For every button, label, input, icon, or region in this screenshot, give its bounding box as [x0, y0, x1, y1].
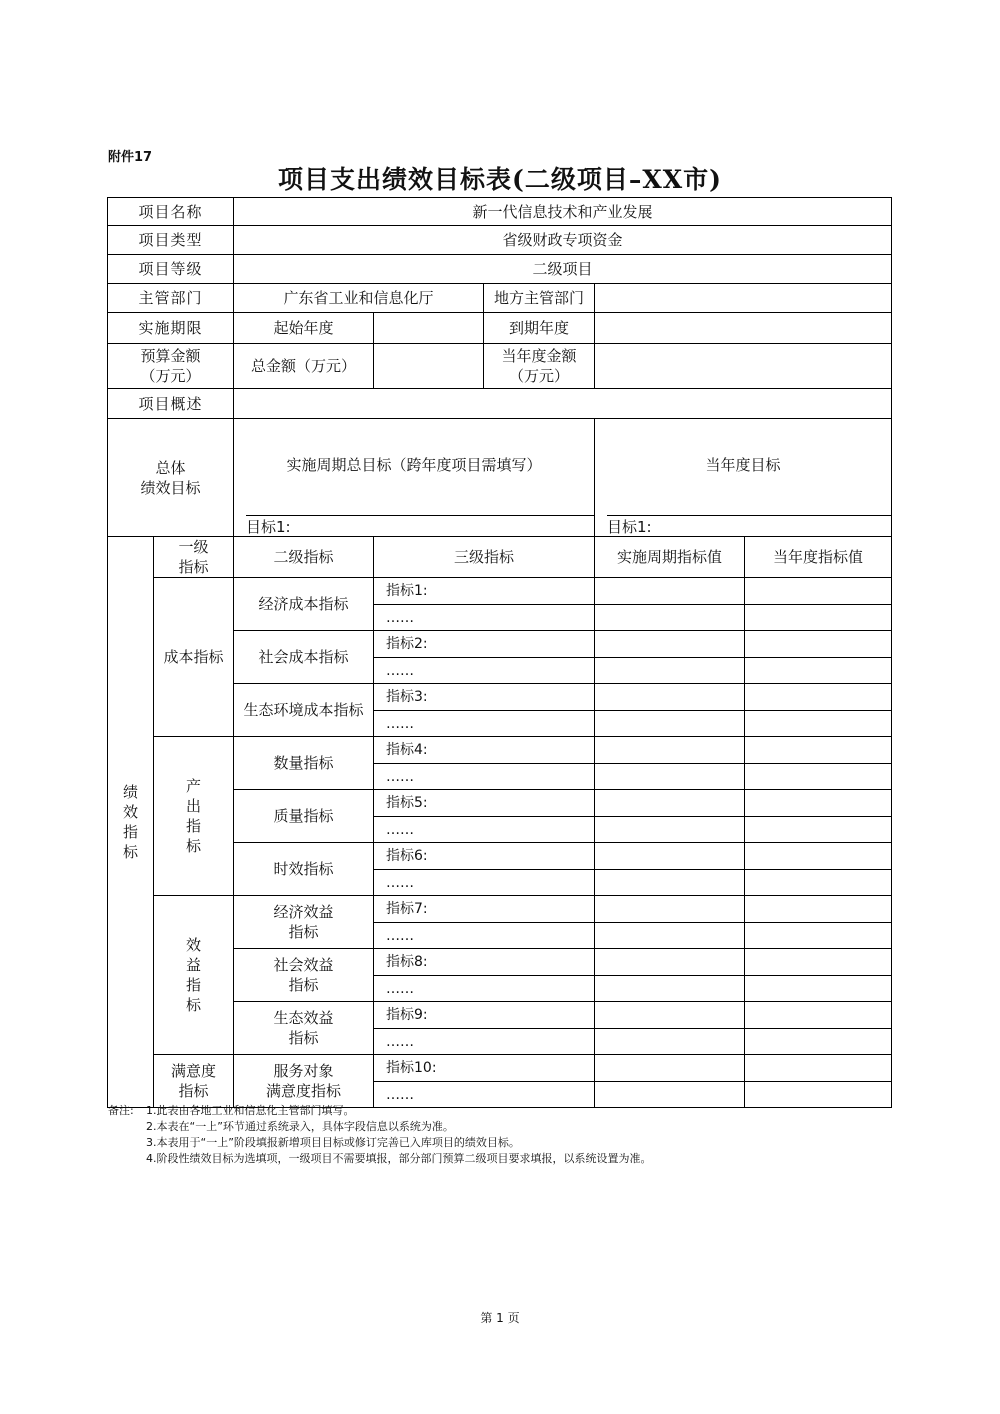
cost-indicators-label: 成本指标 [154, 578, 234, 737]
budget-label-line2: （万元） [140, 367, 201, 385]
l2-cell [234, 1055, 374, 1108]
period-goal-cell[interactable] [234, 419, 595, 537]
year-value-cell[interactable] [745, 605, 892, 631]
output-char: 出 [186, 797, 202, 815]
benefit-char: 指 [186, 976, 202, 994]
l2-line1: 数量指标 [273, 754, 334, 772]
l2-cell [234, 578, 374, 631]
l2-cell [234, 737, 374, 790]
period-value-cell[interactable] [595, 684, 745, 711]
l3-indicator[interactable]: 指标4: [374, 737, 595, 764]
l2-line1: 社会效益 [273, 956, 334, 974]
year-goal-1[interactable]: 目标1: [607, 515, 891, 537]
note-row [108, 1151, 652, 1167]
period-value-cell[interactable] [595, 764, 745, 790]
period-value-cell[interactable] [595, 711, 745, 737]
l3-ellipsis[interactable]: …… [374, 658, 595, 684]
project-name-label: 项目名称 [108, 198, 234, 226]
year-value-cell[interactable] [745, 896, 892, 923]
period-value-cell[interactable] [595, 1002, 745, 1029]
summary-value[interactable] [234, 389, 892, 419]
period-value-cell[interactable] [595, 578, 745, 605]
l2-line1: 生态效益 [273, 1009, 334, 1027]
local-department-label: 地方主管部门 [484, 284, 595, 313]
year-value-cell[interactable] [745, 817, 892, 843]
satisfaction-label-line2: 指标 [178, 1082, 209, 1100]
satisfaction-label-line1: 满意度 [171, 1062, 217, 1080]
side-char: 绩 [122, 783, 138, 801]
performance-indicators-label [108, 537, 154, 1108]
l2-cell [234, 684, 374, 737]
overall-goal-label-line1: 总体 [155, 458, 186, 477]
period-value-cell[interactable] [595, 896, 745, 923]
level3-header: 三级指标 [374, 537, 595, 578]
output-char: 指 [186, 817, 202, 835]
period-value-cell[interactable] [595, 790, 745, 817]
benefit-char: 益 [186, 956, 202, 974]
period-value-cell[interactable] [595, 1029, 745, 1055]
project-type-value[interactable]: 省级财政专项资金 [234, 226, 892, 255]
department-value[interactable]: 广东省工业和信息化厅 [234, 284, 484, 313]
year-value-cell[interactable] [745, 1082, 892, 1108]
side-char: 标 [122, 843, 138, 861]
period-value-cell[interactable] [595, 870, 745, 896]
l2-cell [234, 790, 374, 843]
l3-ellipsis[interactable]: …… [374, 764, 595, 790]
l3-indicator[interactable]: 指标6: [374, 843, 595, 870]
overall-goal-label [108, 419, 234, 537]
l2-line1: 经济成本指标 [258, 595, 349, 613]
budget-label [108, 344, 234, 389]
side-char: 指 [122, 823, 138, 841]
page-number: 第 1 页 [480, 1311, 520, 1325]
period-value-cell[interactable] [595, 631, 745, 658]
current-year-amount-label [484, 344, 595, 389]
l3-indicator[interactable]: 指标10: [374, 1055, 595, 1082]
year-value-cell[interactable] [745, 870, 892, 896]
period-value-cell[interactable] [595, 737, 745, 764]
period-goal-1[interactable]: 目标1: [246, 515, 594, 537]
benefit-indicators-label [154, 896, 234, 1055]
overall-goal-label-line2: 绩效目标 [140, 478, 201, 497]
page-title: 项目支出绩效目标表(二级项目–XX市) [278, 165, 722, 194]
year-value-cell[interactable] [745, 737, 892, 764]
period-value-header: 实施周期指标值 [595, 537, 745, 578]
year-value-cell[interactable] [745, 684, 892, 711]
period-goal-title: 实施周期总目标（跨年度项目需填写） [286, 456, 542, 474]
l2-line2: 满意度指标 [266, 1082, 342, 1100]
l3-ellipsis[interactable]: …… [374, 1082, 595, 1108]
l2-cell [234, 949, 374, 1002]
output-indicators-label [154, 737, 234, 896]
period-value-cell[interactable] [595, 949, 745, 976]
note-row [108, 1135, 652, 1151]
year-value-cell[interactable] [745, 790, 892, 817]
period-value-cell[interactable] [595, 1055, 745, 1082]
period-value-cell[interactable] [595, 605, 745, 631]
output-char: 产 [186, 777, 202, 795]
note-row [108, 1103, 652, 1119]
year-value-cell[interactable] [745, 1002, 892, 1029]
output-char: 标 [186, 837, 202, 855]
l2-cell [234, 1002, 374, 1055]
l3-ellipsis[interactable]: …… [374, 923, 595, 949]
year-value-cell[interactable] [745, 976, 892, 1002]
l3-indicator[interactable]: 指标2: [374, 631, 595, 658]
l2-line1: 质量指标 [273, 807, 334, 825]
l3-indicator[interactable]: 指标5: [374, 790, 595, 817]
period-value-cell[interactable] [595, 923, 745, 949]
year-value-header: 当年度指标值 [745, 537, 892, 578]
l2-line2: 指标 [288, 1029, 319, 1047]
l3-indicator[interactable]: 指标9: [374, 1002, 595, 1029]
start-year-label: 起始年度 [234, 313, 374, 344]
l3-ellipsis[interactable]: …… [374, 976, 595, 1002]
l2-line1: 社会成本指标 [258, 648, 349, 666]
year-value-cell[interactable] [745, 764, 892, 790]
side-char: 效 [122, 803, 138, 821]
l3-indicator[interactable]: 指标7: [374, 896, 595, 923]
attachment-number: 附件17 [108, 150, 153, 165]
l2-cell [234, 631, 374, 684]
level1-header-line2: 指标 [178, 558, 209, 576]
l3-ellipsis[interactable]: …… [374, 711, 595, 737]
total-amount-value[interactable] [374, 344, 484, 389]
current-year-amount-line1: 当年度金额 [501, 347, 577, 365]
period-value-cell[interactable] [595, 817, 745, 843]
period-value-cell[interactable] [595, 658, 745, 684]
project-type-label: 项目类型 [108, 226, 234, 255]
summary-label: 项目概述 [108, 389, 234, 419]
period-value-cell[interactable] [595, 843, 745, 870]
l2-line1: 经济效益 [273, 903, 334, 921]
end-year-label: 到期年度 [484, 313, 595, 344]
year-value-cell[interactable] [745, 843, 892, 870]
note-item: 2.本表在“一上”环节通过系统录入，具体字段信息以系统为准。 [146, 1120, 454, 1133]
period-label: 实施期限 [108, 313, 234, 344]
benefit-char: 效 [186, 936, 202, 954]
current-year-amount-line2: （万元） [509, 367, 570, 385]
performance-target-table [107, 197, 892, 1108]
level1-header-line1: 一级 [178, 538, 209, 556]
notes-label: 备注: [108, 1104, 134, 1117]
year-value-cell[interactable] [745, 1029, 892, 1055]
note-item: 1.此表由各地工业和信息化主管部门填写。 [146, 1104, 355, 1117]
l3-ellipsis[interactable]: …… [374, 870, 595, 896]
l2-cell [234, 843, 374, 896]
note-item: 3.本表用于“一上”阶段填报新增项目目标或修订完善已入库项目的绩效目标。 [146, 1136, 520, 1149]
benefit-char: 标 [186, 996, 202, 1014]
l3-ellipsis[interactable]: …… [374, 1029, 595, 1055]
budget-label-line1: 预算金额 [140, 347, 201, 365]
project-level-value[interactable]: 二级项目 [234, 255, 892, 284]
year-value-cell[interactable] [745, 631, 892, 658]
l3-ellipsis[interactable]: …… [374, 605, 595, 631]
period-value-cell[interactable] [595, 976, 745, 1002]
level1-header [154, 537, 234, 578]
l2-line1: 时效指标 [273, 860, 334, 878]
l3-ellipsis[interactable]: …… [374, 817, 595, 843]
project-level-label: 项目等级 [108, 255, 234, 284]
l2-line2: 指标 [288, 976, 319, 994]
l2-line1: 生态环境成本指标 [243, 701, 364, 719]
l3-indicator[interactable]: 指标8: [374, 949, 595, 976]
project-name-value[interactable]: 新一代信息技术和产业发展 [234, 198, 892, 226]
local-department-value[interactable] [595, 284, 892, 313]
satisfaction-indicators-label [154, 1055, 234, 1108]
notes [108, 1103, 652, 1167]
current-year-amount-value[interactable] [595, 344, 892, 389]
note-item: 4.阶段性绩效目标为选填项，一级项目不需要填报，部分部门预算二级项目要求填报，以系统设置为准。 [146, 1152, 652, 1165]
total-amount-label: 总金额（万元） [234, 344, 374, 389]
l2-line2: 指标 [288, 923, 319, 941]
year-value-cell[interactable] [745, 949, 892, 976]
year-value-cell[interactable] [745, 711, 892, 737]
l3-indicator[interactable]: 指标1: [374, 578, 595, 605]
start-year-value[interactable] [374, 313, 484, 344]
year-goal-cell[interactable] [595, 419, 892, 537]
year-value-cell[interactable] [745, 923, 892, 949]
l3-indicator[interactable]: 指标3: [374, 684, 595, 711]
l2-line1: 服务对象 [273, 1062, 334, 1080]
end-year-value[interactable] [595, 313, 892, 344]
year-value-cell[interactable] [745, 1055, 892, 1082]
year-goal-title: 当年度目标 [705, 456, 781, 474]
note-row [108, 1119, 652, 1135]
level2-header: 二级指标 [234, 537, 374, 578]
department-label: 主管部门 [108, 284, 234, 313]
year-value-cell[interactable] [745, 658, 892, 684]
l2-cell [234, 896, 374, 949]
year-value-cell[interactable] [745, 578, 892, 605]
